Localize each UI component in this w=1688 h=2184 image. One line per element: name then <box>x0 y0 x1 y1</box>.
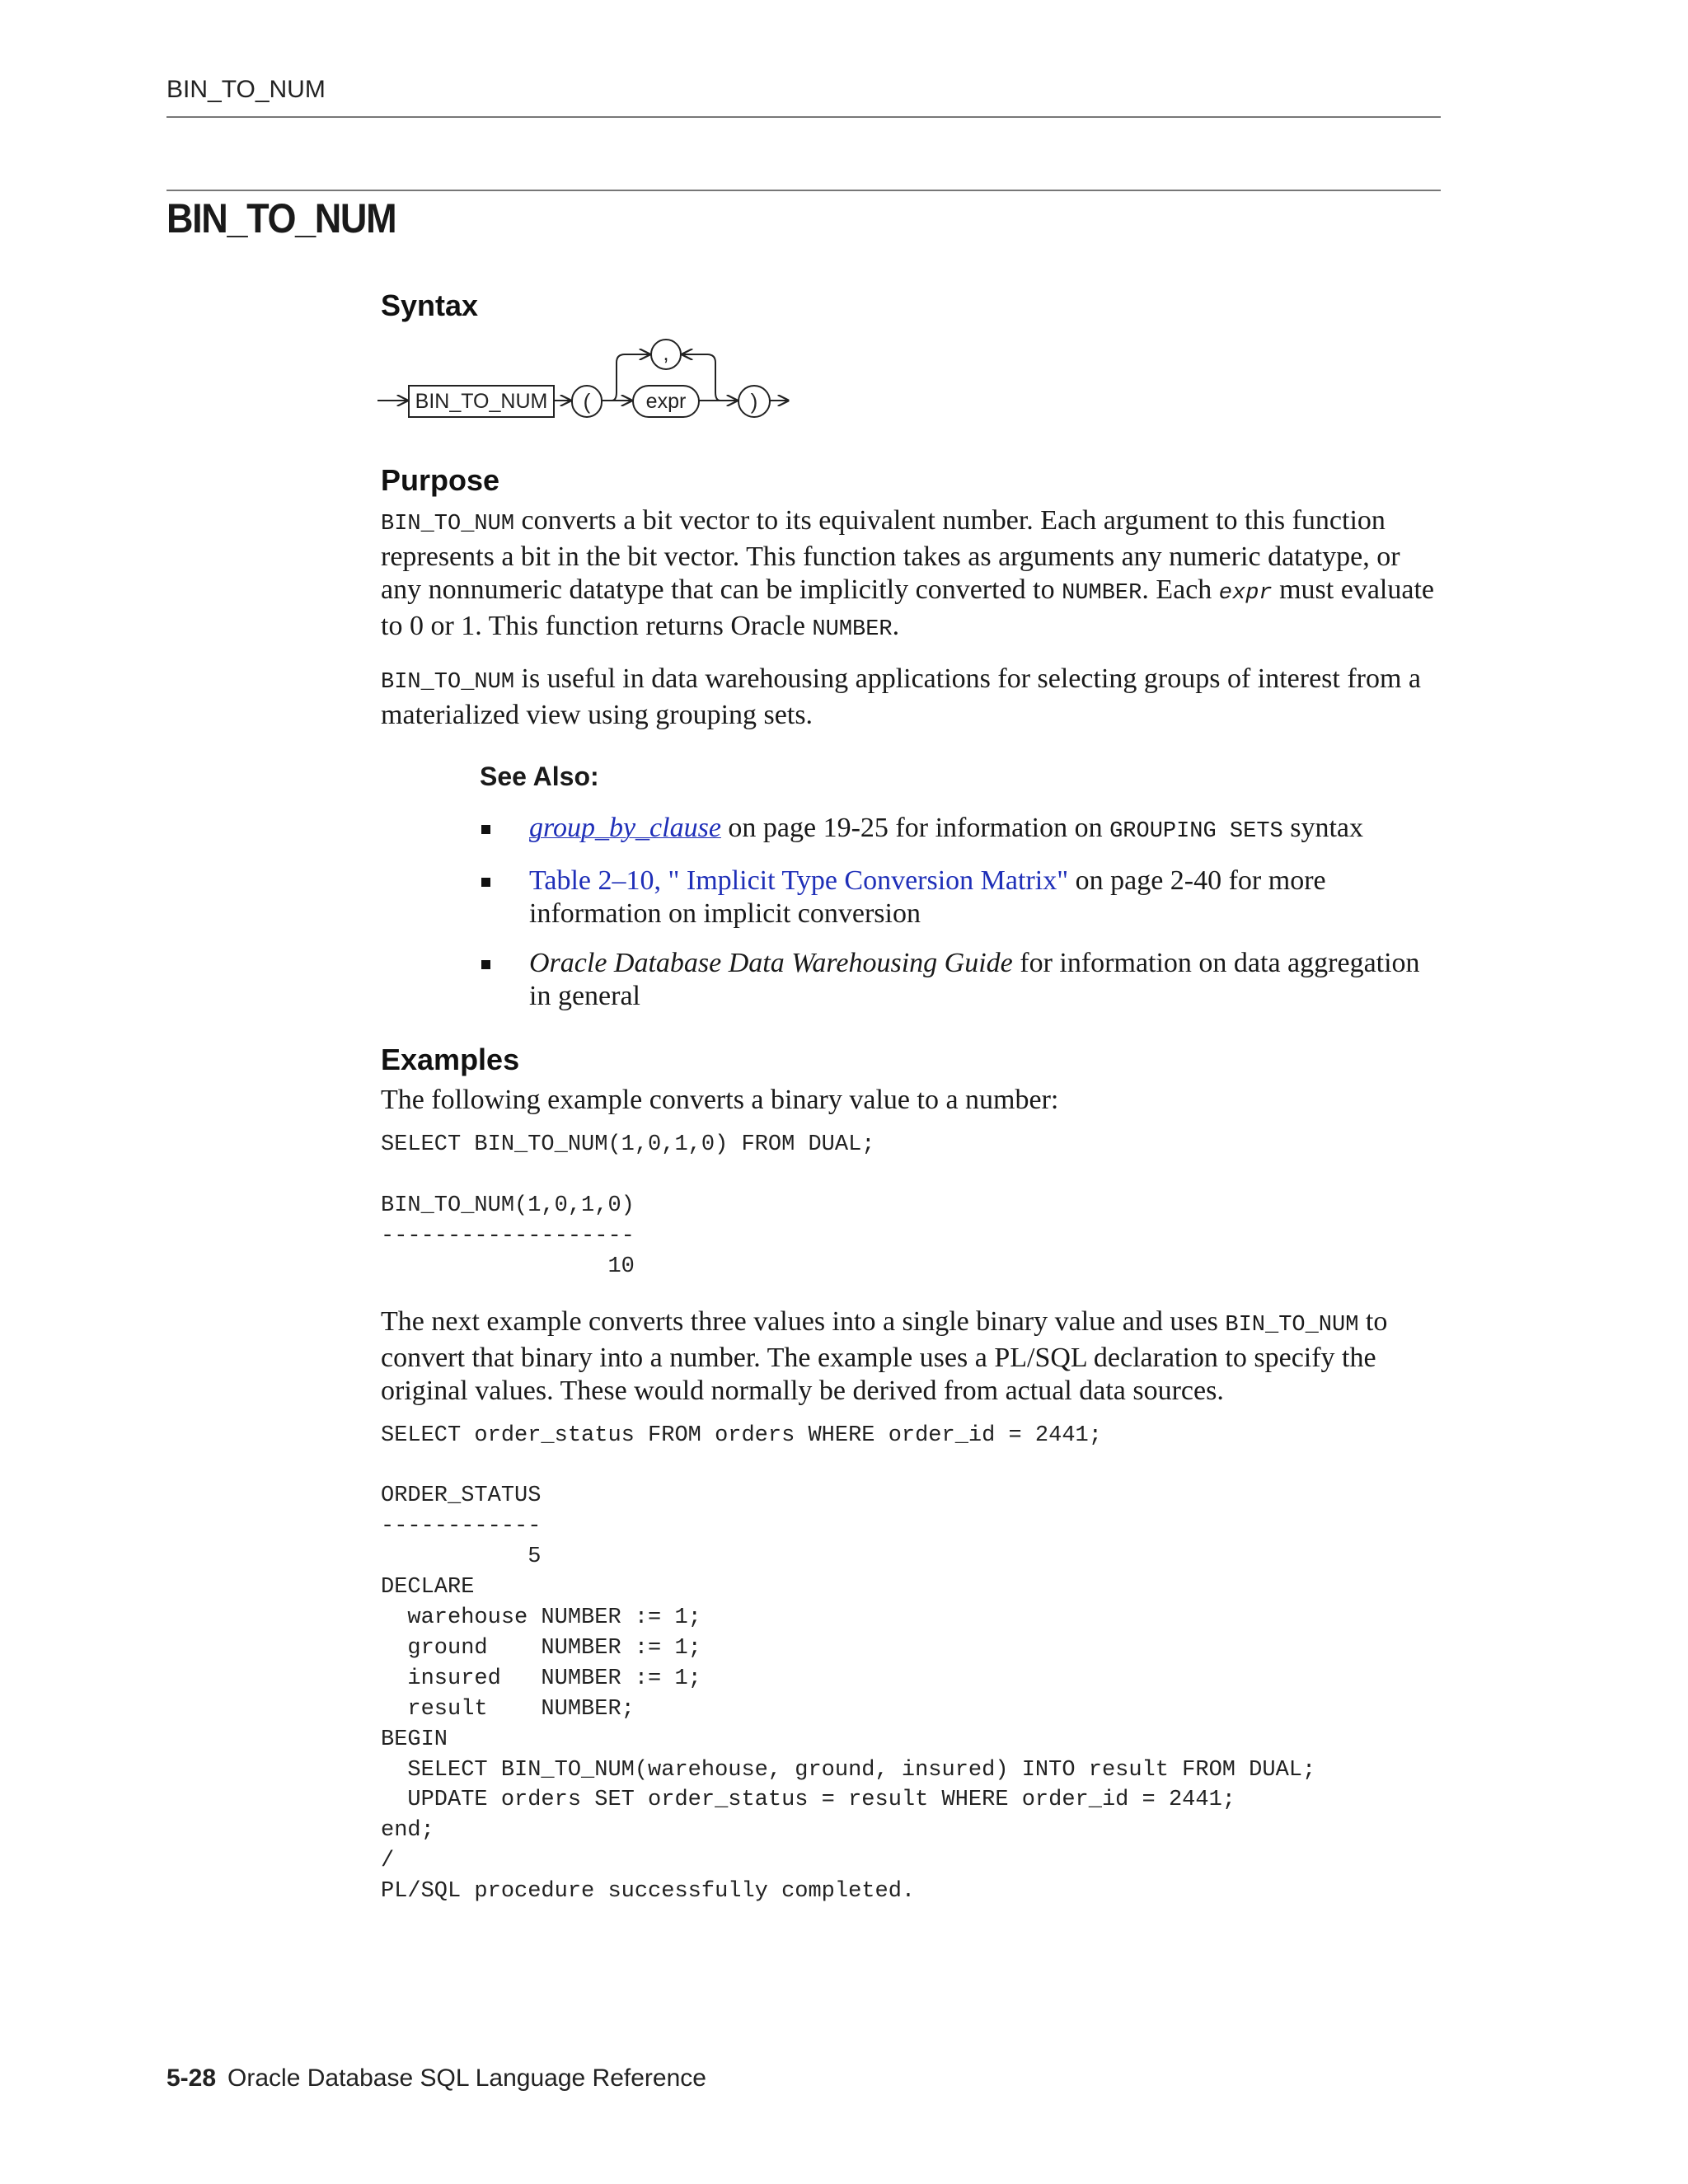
code-block-2: SELECT order_status FROM orders WHERE order_id = 2441; ORDER_STATUS ------------ 5 DECLARE warehouse NUMBER := 1; ground NUMBER := 1; insured NUMBER := 1; result NUMBER; BEGIN SELECT BIN_TO_NUM(warehouse, ground, insured) INTO result FROM DUAL; UPDATE orders SET order_status = result WHERE order_id = 2441; end; / PL/SQL procedure successfully completed. <box>381 1422 1316 1905</box>
syntax-heading: Syntax <box>381 288 479 322</box>
code-term: NUMBER <box>812 617 893 642</box>
bullet-icon <box>481 960 490 969</box>
text-run: on page 2-40 for more information on implicit conversion <box>529 865 1326 929</box>
see-also-box <box>480 762 1444 1013</box>
examples-heading: Examples <box>381 1043 520 1076</box>
list-item <box>480 812 1444 848</box>
syntax-separator: , <box>663 340 669 365</box>
list-item <box>480 865 1444 930</box>
page-footer <box>166 2064 706 2093</box>
code-term: BIN_TO_NUM <box>1225 1312 1359 1338</box>
code-term: expr <box>1218 581 1273 606</box>
page-title: BIN_TO_NUM <box>166 195 396 241</box>
see-also-list <box>480 812 1444 1013</box>
see-also-heading: See Also: <box>480 762 599 791</box>
syntax-close-paren: ) <box>750 389 758 414</box>
code-block-1: SELECT BIN_TO_NUM(1,0,1,0) FROM DUAL; BIN_TO_NUM(1,0,1,0) ------------------- 10 <box>381 1132 875 1279</box>
purpose-paragraph-2 <box>381 663 1444 732</box>
code-term: GROUPING SETS <box>1109 819 1283 844</box>
purpose-heading: Purpose <box>381 463 500 497</box>
text-run: on page 19-25 for information on <box>720 813 1110 843</box>
conversion-matrix-link[interactable]: Table 2–10, " Implicit Type Conversion Matrix" <box>529 865 1069 896</box>
code-term: BIN_TO_NUM <box>381 512 515 537</box>
text-run: for information on data aggregation in general <box>529 948 1420 1011</box>
list-item <box>480 947 1444 1013</box>
group-by-clause-link[interactable]: group_by_clause <box>529 813 721 843</box>
purpose-paragraph-1 <box>381 504 1444 646</box>
title-rule <box>166 190 1441 191</box>
code-term: NUMBER <box>1062 581 1142 606</box>
main-content <box>381 288 1444 1907</box>
text-run: converts a bit vector to its equivalent number. Each argument to this function represents a bit in the bit vector. This function takes as arguments any numeric datatype, or any nonnumeric datatype that can be implicitly converted to <box>381 505 1400 605</box>
bullet-icon <box>481 825 490 834</box>
text-run: . <box>892 611 900 641</box>
text-run: syntax <box>1282 813 1364 843</box>
text-run: is useful in data warehousing applications for selecting groups of interest from a materialized view using grouping sets. <box>381 663 1422 730</box>
book-reference: Oracle Database Data Warehousing Guide <box>529 948 1013 978</box>
code-term: BIN_TO_NUM <box>381 670 515 695</box>
book-title: Oracle Database SQL Language Reference <box>227 2064 706 2092</box>
header-rule <box>166 116 1441 118</box>
running-head: BIN_TO_NUM <box>166 76 326 103</box>
text-run: to convert that binary into a number. The example uses a PL/SQL declaration to specify the original values. These would normally be derived from actual data sources. <box>381 1305 1388 1406</box>
syntax-expr: expr <box>645 390 687 413</box>
syntax-open-paren: ( <box>583 389 591 414</box>
syntax-diagram <box>376 335 837 434</box>
text-run: The next example converts three values into a single binary value and uses <box>381 1305 1226 1337</box>
text-run: . Each <box>1142 574 1219 605</box>
examples-intro-2 <box>381 1305 1444 1408</box>
page-number: 5-28 <box>166 2064 217 2092</box>
examples-intro-1: The following example converts a binary value to a number: <box>381 1085 1059 1115</box>
text-run: must evaluate to 0 or 1. This function returns Oracle <box>381 574 1434 641</box>
bullet-icon <box>481 878 490 887</box>
syntax-keyword: BIN_TO_NUM <box>415 390 548 413</box>
